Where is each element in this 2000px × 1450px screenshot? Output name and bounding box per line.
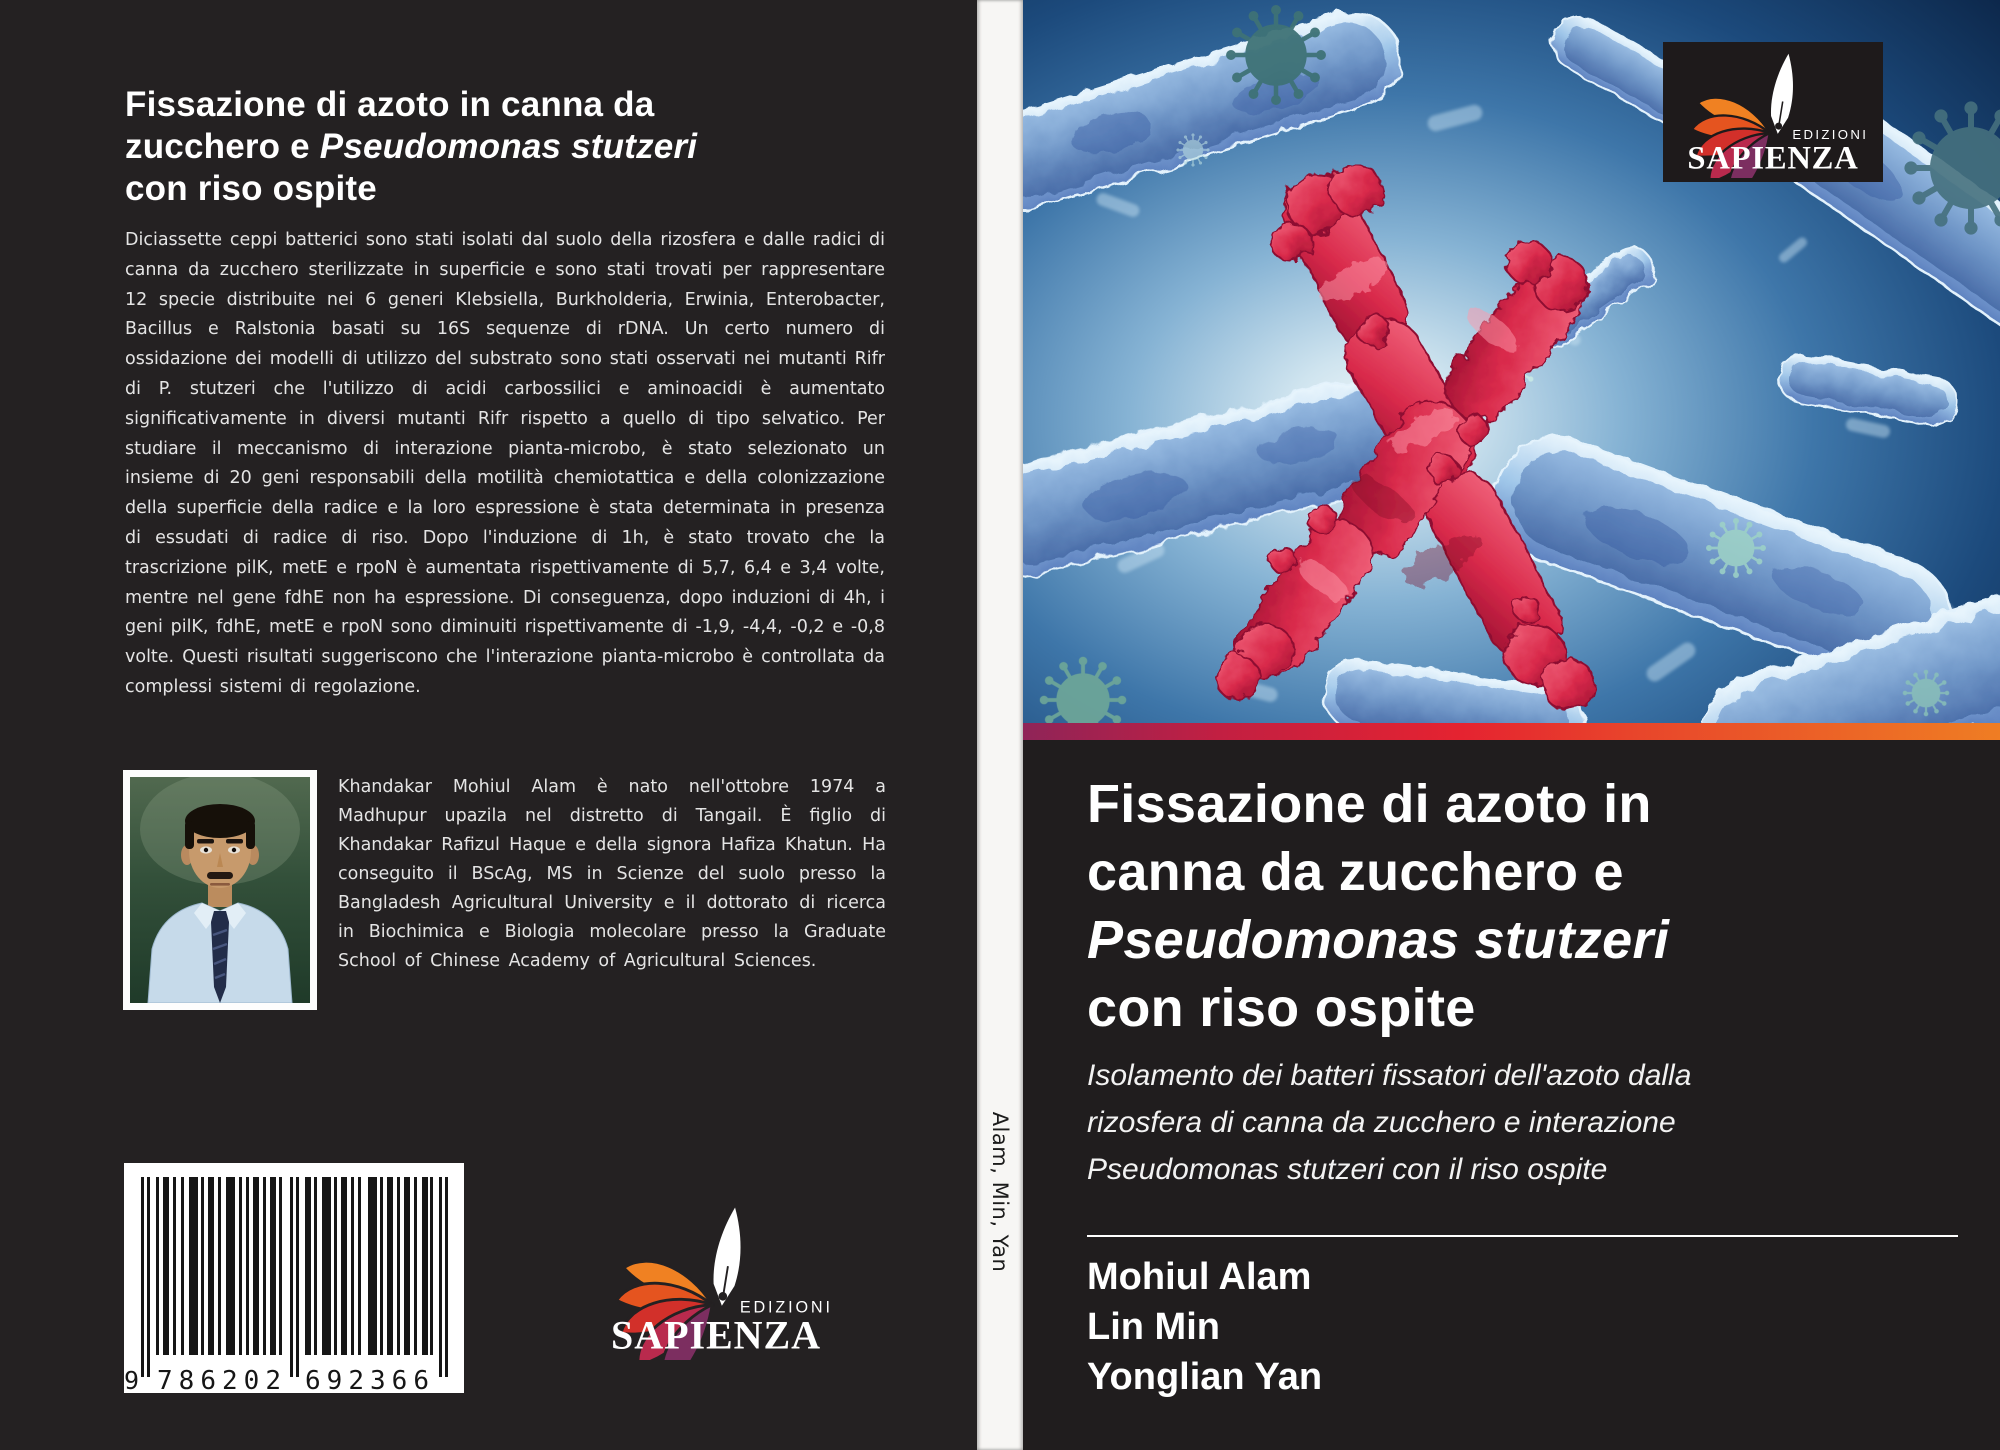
front-subtitle-line2: rizosfera di canna da zucchero e interazione [1087,1106,1676,1139]
author-name: Lin Min [1087,1306,1220,1348]
front-subtitle-line1: Isolamento dei batteri fissatori dell'azoto dalla [1087,1059,1692,1092]
barcode-graphic [124,1163,464,1393]
author-portrait-illustration [130,777,310,1003]
author-name: Mohiul Alam [1087,1256,1312,1298]
accent-bar [1023,723,2000,740]
barcode [124,1163,464,1393]
publisher-sapienza-label: SAPIENZA [611,1312,821,1358]
publisher-logo-graphic-front [1671,46,1875,178]
back-description: Diciassette ceppi batterici sono stati isolati dal suolo della rizosfera e dalle radici di canna da zucchero sterilizzate in superficie e sono stati trovati per rappresentare 12 specie distribuite nei 6 generi Klebsiella, Burkholderia, Erwinia, Enterobacter, Bacillus e Ralstonia basati su 16S sequenze di rDNA. Un certo numero di ossidazione dei modelli di utilizzo del substrato sono stati osservati nei mutanti Rifr di P. stutzeri che l'utilizzo di acidi carbossilici e aminoacidi è aumentato significativamente in diversi mutanti Rifr rispetto a quello di tipo selvatico. Per studiare il meccanismo di interazione pianta-microbo, è stato selezionato un insieme di 20 geni responsabili della motilità chemiotattica e della colonizzazione della superficie della radice e la loro espressione è stata determinata in presenza di essudati di radice di riso. Dopo l'induzione di 1h, è stato trovato che la trascrizione pilK, metE e rpoN è aumentata rispettivamente di 5,7, 6,4 e 3,4 volte, mentre nel gene fdhE non ha espressione. Di conseguenza, dopo induzioni di 4h, i geni pilK, fdhE, metE e rpoN sono diminuiti rispettivamente di -1,9, -4,4, -0,2 e -0,8 volte. Questi risultati suggeriscono che l'interazione pianta-microbo è controllata da complessi sistemi di regolazione. [125,230,885,697]
back-title-line3: con riso ospite [125,169,377,208]
author-photo [123,770,317,1010]
front-title-line4: con riso ospite [1087,978,1476,1038]
back-title-line1: Fissazione di azoto in canna da [125,85,655,124]
publisher-sapienza-label: SAPIENZA [1687,140,1859,177]
front-title [1087,770,1947,1042]
back-title-line2: zucchero e Pseudomonas stutzeri [125,127,698,166]
back-title [125,84,785,210]
front-title-species: Pseudomonas stutzeri [1087,910,1670,970]
front-subtitle [1087,1052,1887,1193]
barcode-lead-digit: 9 [124,1366,140,1393]
publisher-edizioni-label: EDIZIONI [739,1298,833,1317]
publisher-logo-back [588,1198,844,1360]
front-authors [1087,1252,1322,1402]
barcode-group1: 786202 [157,1366,281,1393]
barcode-group2: 692366 [305,1366,429,1393]
author-name: Yonglian Yan [1087,1356,1323,1398]
author-rule [1087,1235,1958,1237]
publisher-badge-front [1663,42,1883,182]
front-cover [1023,0,2000,1450]
publisher-edizioni-label: EDIZIONI [1792,127,1869,143]
pen-nib-icon [710,1206,745,1307]
back-title-species: Pseudomonas stutzeri [319,127,698,166]
spine-authors: Alam, Min, Yan [988,1111,1012,1273]
back-cover [0,0,977,1450]
front-title-line1: Fissazione di azoto in [1087,774,1652,834]
publisher-logo-graphic [588,1198,844,1360]
author-bio: Khandakar Mohiul Alam è nato nell'ottobre 1974 a Madhupur upazila nel distretto di Tangail. È figlio di Khandakar Rafizul Haque e della signora Hafiza Khatun. Ha conseguito il BScAg, MS in Scienze del suolo presso la Bangladesh Agricultural University e il dottorato di ricerca in Biochimica e Biologia molecolare presso la Graduate School of Chinese Academy of Agricultural Sciences. [338,777,886,971]
front-subtitle-line3: Pseudomonas stutzeri con il riso ospite [1087,1153,1608,1186]
pen-nib-icon [1768,53,1797,135]
front-title-line2: canna da zucchero e [1087,842,1624,902]
